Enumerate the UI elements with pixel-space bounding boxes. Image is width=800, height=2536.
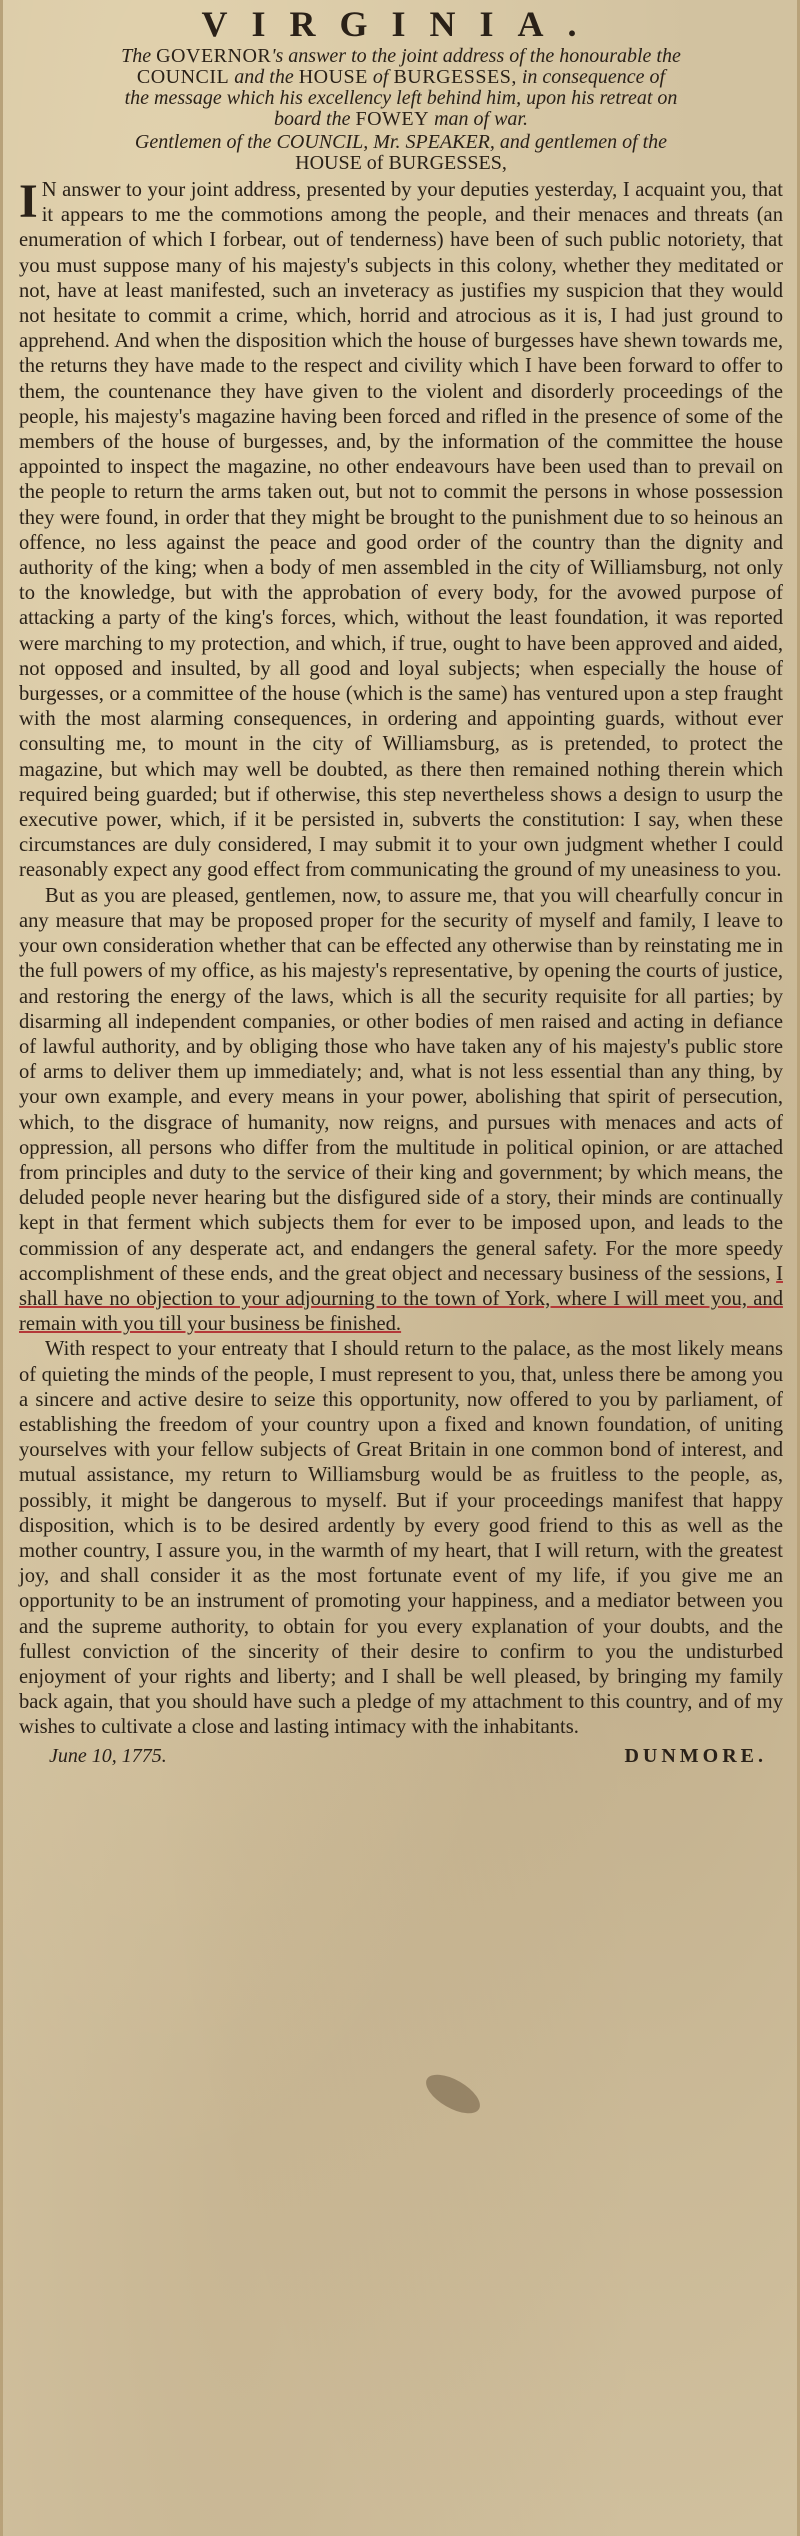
- heading-line-4: board the FOWEY man of war.: [274, 108, 528, 130]
- ink-stain: [420, 2067, 486, 2121]
- signature: DUNMORE.: [624, 1744, 767, 1767]
- paragraph-1: I N answer to your joint address, presented by your deputies yesterday, I acquaint you, that it appears to me the commotions among the people, and their menaces and threats (an enumeration of which I forbear, out of tenderness) have been of such public notoriety, that you must suppose many of his majesty's subjects in this colony, whether they meditated or not, have at least manifested, such an inveteracy as justifies my suspicion that they would not hesitate to commit a crime, which, horrid and atrocious as it is, I had just ground to apprehend. And when the disposition which the house of burgesses have shewn towards me, the returns they have made to the respect and civility which I have been forward to offer to them, the countenance they have given to the violent and disorderly proceedings of the people, his majesty's magazine having been forced and rifled in the presence of some of the members of the house of burgesses, and, by the information of the committee the house appointed to inspect the magazine, no other endeavours have been used than to prevail on the people to return the arms taken out, but not to commit the persons in whose possession they were found, in order that they might be brought to the punishment due to so heinous an offence, no less against the peace and good order of the country than the dignity and authority of the king; when a body of men assembled in the city of Williamsburg, not only to the knowledge, but with the approbation of every body, for the avowed purpose of attacking a party of the king's forces, which, without the least foundation, it was reported were marching to my protection, and which, if true, ought to have been approved and aided, not opposed and insulted, by all good and loyal subjects; when especially the house of burgesses, or a committee of the house (which is the same) has ventured upon a step fraught with the most alarming consequences, in ordering and appointing guards, without ever consulting me, to mount in the city of Williamsburg, as is pretended, to protect the magazine, but which may well be doubted, as there then remained nothing therein which required being guarded; but if otherwise, this step nevertheless shows a design to usurp the executive power, which, if it be persisted in, subverts the constitution: I say, when these circumstances are duly considered, I may submit it to your own judgment whether I could reasonably expect any good effect from communicating the ground of my uneasiness to you.: [19, 175, 783, 882]
- article-heading: [19, 46, 783, 130]
- heading-line-3: the message which his excellency left behind him, upon his retreat on: [124, 87, 678, 109]
- drop-cap: I: [19, 175, 38, 228]
- masthead: VIRGINIA.: [201, 4, 601, 44]
- heading-line-2: COUNCIL and the HOUSE of BURGESSES, in consequence of: [136, 66, 666, 88]
- heading-line-1: The GOVERNOR's answer to the joint address of the honourable the: [121, 45, 681, 67]
- paragraph-3: With respect to your entreaty that I should return to the palace, as the most likely means of quieting the minds of the people, I must represent to you, that, unless there be among you a sincere and active desire to seize this opportunity, now offered to you by parliament, of establishing the freedom of your country upon a fixed and known foundation, of uniting yourselves with your fellow subjects of Great Britain in one common bond of interest, and mutual assistance, my return to Williamsburg would be as fruitless to the people, as, possibly, it might be dangerous to myself. But if your proceedings manifest that happy disposition, which is to be desired ardently by every good friend to this as well as the mother country, I assure you, in the warmth of my heart, that I will return, with the greatest joy, and shall consider it as the most fortunate event of my life, if you give me an opportunity to be an instrument of promoting your happiness, and a mediator between you and the supreme authority, to obtain for you every explanation of your doubts, and the fullest conviction of the sincerity of their desire to confirm to you the undisturbed enjoyment of your rights and liberty; and I shall be well pleased, by bringing my family back again, that you should have such a pledge of my attachment to this country, and of my wishes to cultivate a close and lasting intimacy with the inhabitants.: [19, 1338, 783, 1739]
- paragraph-2: But as you are pleased, gentlemen, now, to assure me, that you will chearfully concur in any measure that may be proposed proper for the security of myself and family, I leave to your own consideration whether that can be effected any otherwise than by reinstating me in the full powers of my office, as his majesty's representative, by opening the courts of justice, and restoring the energy of the laws, which is all the security requisite for all parties; by disarming all independent companies, or other bodies of men raised and acting in defiance of lawful authority, and by obliging those who have taken any of his majesty's public store of arms to deliver them up immediately; and, what is not less essential than any thing, by your own example, and every means in your power, abolishing that spirit of persecution, which, to the disgrace of humanity, now reigns, and pursues with menaces and acts of oppression, all persons who differ from the multitude in political opinion, or are attached from principles and duty to the service of their king and government; by which means, the deluded people never hearing but the disfigured side of a story, their minds are continually kept in that ferment which subjects them for ever to be imposed upon, and leads to the commission of any desperate act, and endangers the general safety. For the more speedy accomplishment of these ends, and the great object and necessary business of the sessions, I shall have no objection to your adjourning to the town of York, where I will meet you, and remain with you till your business be finished.: [19, 884, 783, 1336]
- article-body: [19, 175, 783, 1741]
- salutation-line-1: Gentlemen of the COUNCIL, Mr. SPEAKER, and gentlemen of the: [134, 131, 668, 153]
- date: June 10, 1775.: [49, 1744, 167, 1767]
- signoff: [19, 1745, 783, 1768]
- salutation-line-2: HOUSE of BURGESSES,: [295, 152, 507, 174]
- salutation: [19, 132, 783, 174]
- underlined-passage: I shall have no objection to your adjourning to the town of York, where I will meet you, and remain with you till your business be finished.: [19, 1262, 783, 1336]
